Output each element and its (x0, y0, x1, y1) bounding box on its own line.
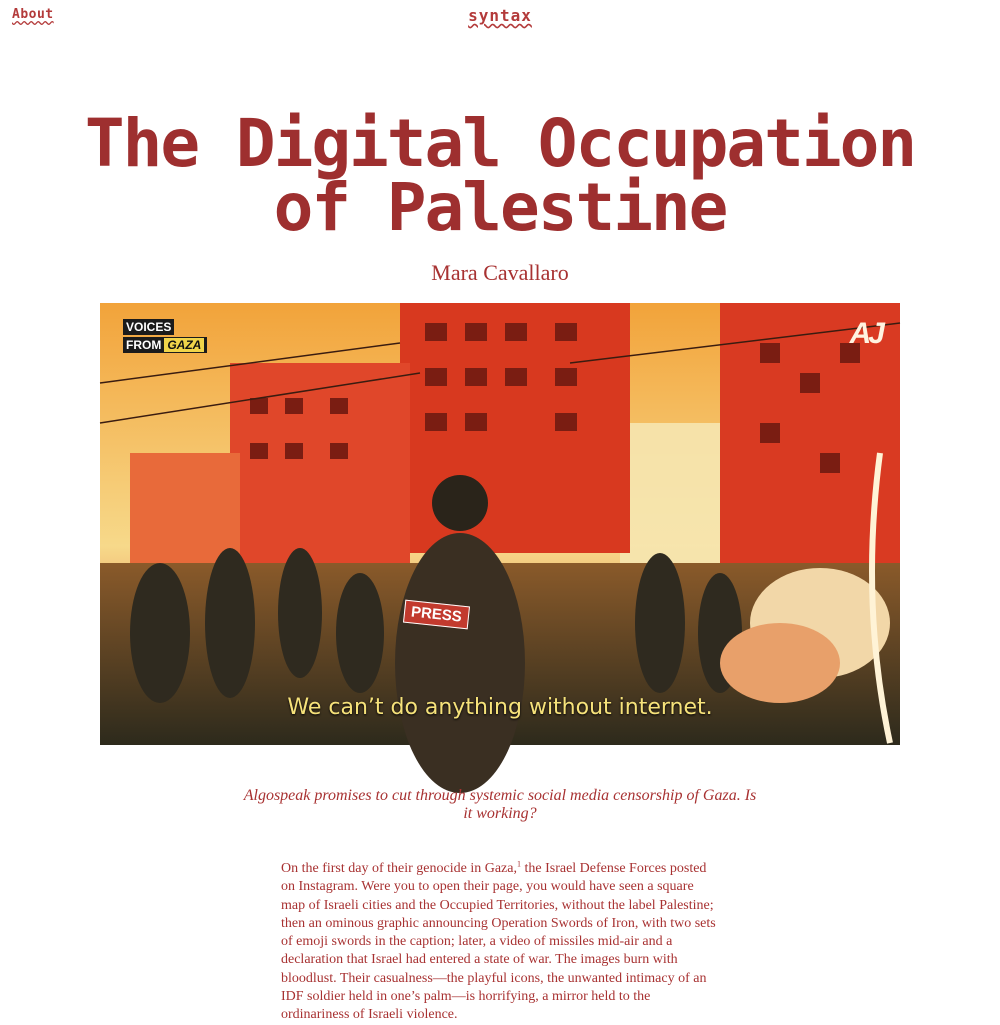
footnote-marker[interactable]: 1 (516, 859, 521, 869)
hero-image (100, 303, 900, 745)
article-author[interactable]: Mara Cavallaro (431, 260, 569, 285)
hero-photo-illustration (100, 303, 900, 745)
article-dek: Algospeak promises to cut through systemic social media censorship of Gaza. Is it working? (243, 787, 757, 822)
voices-from-gaza-badge: VOICES FROM GAZA (123, 319, 207, 355)
top-navigation (0, 0, 1000, 36)
article-body-paragraph (281, 860, 721, 1025)
body-text-part1: On the first day of their genocide in Gaza, (281, 861, 517, 876)
aj-logo: AJ (849, 317, 882, 350)
hero-video-caption: We can’t do anything without internet. (287, 695, 713, 720)
site-logo[interactable]: syntax (468, 6, 532, 25)
about-link[interactable]: About (12, 7, 54, 22)
article-title: The Digital Occupation of Palestine (84, 105, 916, 246)
body-text-part2: the Israel Defense Forces posted on Instagram. Were you to open their page, you would have seen a square map of Israeli cities and the Occupied Territories, without the label Palestine; then an ominous graphic announcing Operation Swords of Iron, with two sets of emoji swords in the caption; later, a video of missiles mid-air and a declaration that Israel had entered a state of war. The images burn with bloodlust. Their casualness—the playful icons, the unwanted intimacy of an IDF soldier held in one’s palm—is horrifying, a mirror held to the ordinariness of Israeli violence. (281, 861, 716, 1023)
press-vest-label: PRESS (403, 600, 470, 630)
